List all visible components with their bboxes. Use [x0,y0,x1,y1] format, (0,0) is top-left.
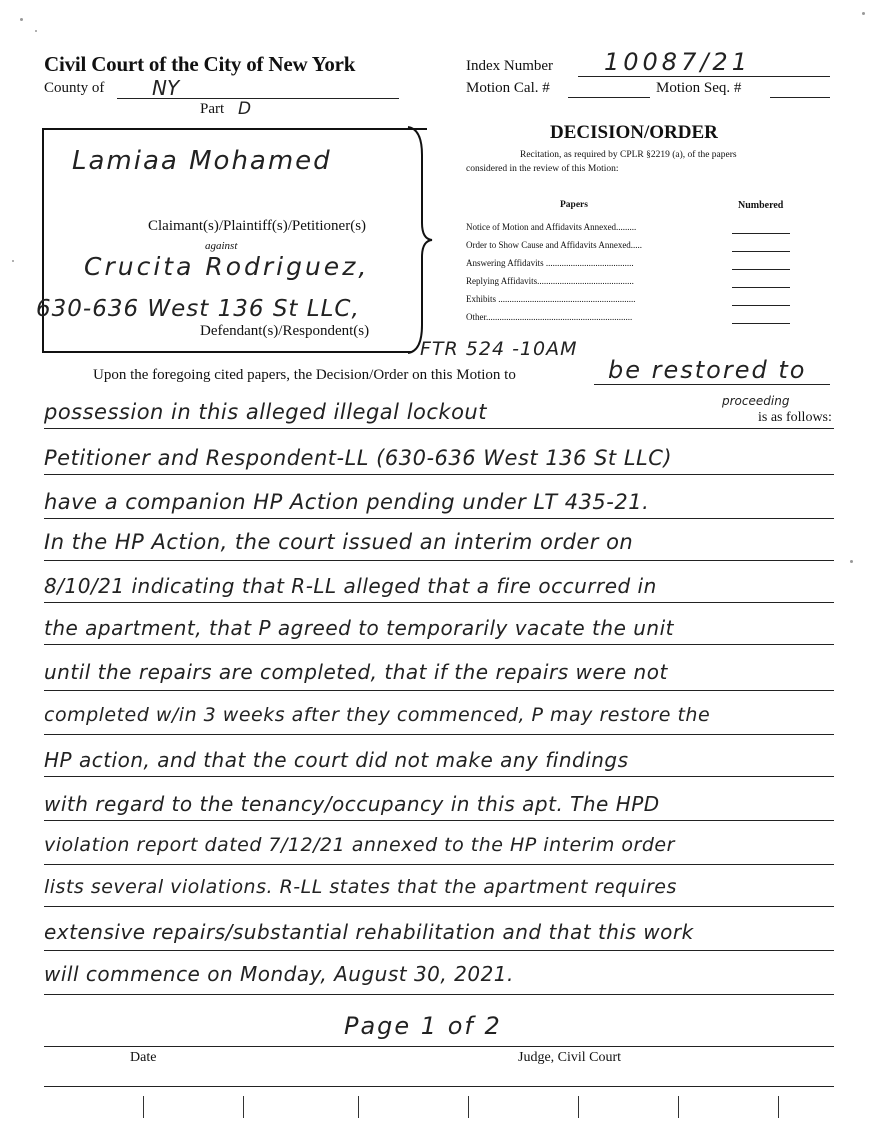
body-line: HP action, and that the court did not make any findings [44,748,629,772]
motion-cal-label: Motion Cal. # [466,80,550,96]
papers-row [466,258,806,276]
claimant-name: Lamiaa Mohamed [72,146,332,176]
lead-in-text: Upon the foregoing cited papers, the Decision/Order on this Motion to [93,367,516,383]
body-rule [44,906,834,907]
recitation [466,148,806,176]
county-value: NY [152,76,180,100]
body-rule [44,428,834,429]
claimant-role: Claimant(s)/Plaintiff(s)/Petitioner(s) [148,218,367,234]
paper-label: Other................................................................. [466,312,633,322]
number-blank [732,251,790,252]
body-rule [44,474,834,475]
body-rule [44,644,834,645]
number-blank [732,269,790,270]
against-label: against [205,240,238,252]
body-line: will commence on Monday, August 30, 2021. [44,962,514,986]
body-rule [44,690,834,691]
paper-label: Answering Affidavits ....................................... [466,258,634,268]
motion-seq-label: Motion Seq. # [656,80,742,96]
index-value: 10087/21 [604,48,751,76]
papers-row [466,276,806,294]
numbered-header: Numbered [738,200,784,211]
body-rule [44,776,834,777]
scan-speck [850,560,853,563]
number-blank [732,233,790,234]
index-label: Index Number [466,58,554,74]
recital-line-1: Recitation, as required by CPLR §2219 (a), of the papers [520,150,737,160]
body-line: possession in this alleged illegal lockout [44,400,487,424]
papers-table [466,200,806,350]
scan-speck [20,18,23,21]
paper-label: Order to Show Cause and Affidavits Annexed..... [466,240,643,250]
body-rule [44,518,834,519]
number-blank [732,305,790,306]
papers-row [466,222,806,240]
footer-rule [44,1086,834,1087]
body-line: violation report dated 7/12/21 annexed to the HP interim order [44,834,675,856]
body-line: have a companion HP Action pending under LT 435-21. [44,490,650,514]
motion-cal-underline [568,97,650,98]
number-blank [732,323,790,324]
recital-line-2: considered in the review of this Motion: [466,164,619,174]
index-underline [578,76,830,77]
body-rule [44,602,834,603]
scan-speck [12,260,14,262]
motion-seq-underline [770,97,830,98]
date-label: Date [130,1050,157,1065]
county-label: County of [44,80,105,96]
defendant-role: Defendant(s)/Respondent(s) [200,323,370,339]
defendant-name-2: 630-636 West 136 St LLC, [36,296,360,322]
body-rule [44,820,834,821]
lead-in-handwritten: be restored to [608,356,807,384]
court-title: Civil Court of the City of New York [44,52,356,76]
papers-row [466,312,806,330]
number-blank [732,287,790,288]
footer-tick [243,1096,244,1118]
footer-tick [678,1096,679,1118]
paper-label: Exhibits ............................................................. [466,294,636,304]
is-as-follows: is as follows: [758,410,832,425]
papers-row [466,294,806,312]
footer-tick [358,1096,359,1118]
body-line: until the repairs are completed, that if the repairs were not [44,660,668,684]
body-rule [44,734,834,735]
papers-header: Papers [560,200,588,210]
paper-label: Notice of Motion and Affidavits Annexed......... [466,222,637,232]
footer-tick [778,1096,779,1118]
part-value: D [238,99,252,119]
footer-tick [578,1096,579,1118]
proceeding-note: proceeding [722,394,790,408]
part-label: Part [200,101,225,117]
body-rule [44,1046,834,1047]
body-rule [44,864,834,865]
body-line: lists several violations. R-LL states that the apartment requires [44,876,677,898]
scan-speck [862,12,865,15]
papers-row [466,240,806,258]
body-line: 8/10/21 indicating that R-LL alleged that a fire occurred in [44,574,657,598]
footer-tick [143,1096,144,1118]
judge-label: Judge, Civil Court [518,1050,622,1065]
body-line: the apartment, that P agreed to temporarily vacate the unit [44,616,674,640]
body-line: In the HP Action, the court issued an interim order on [44,530,634,554]
page-note: Page 1 of 2 [344,1012,502,1040]
footer-tick [468,1096,469,1118]
lead-in-underline [594,384,830,385]
body-rule [44,994,834,995]
body-line: Petitioner and Respondent-LL (630-636 West 136 St LLC) [44,446,673,470]
ftr-note: FTR 524 -10AM [420,338,578,360]
body-line: with regard to the tenancy/occupancy in this apt. The HPD [44,792,660,816]
caption-bracket [406,125,434,355]
paper-label: Replying Affidavits........................................... [466,276,634,286]
body-line: completed w/in 3 weeks after they commenced, P may restore the [44,704,711,726]
body-rule [44,950,834,951]
defendant-name-1: Crucita Rodriguez, [84,252,370,281]
body-line: extensive repairs/substantial rehabilitation and that this work [44,920,694,944]
caption-bottom-edge [42,351,412,353]
scan-speck [35,30,37,32]
decision-title: DECISION/ORDER [550,122,718,143]
body-rule [44,560,834,561]
